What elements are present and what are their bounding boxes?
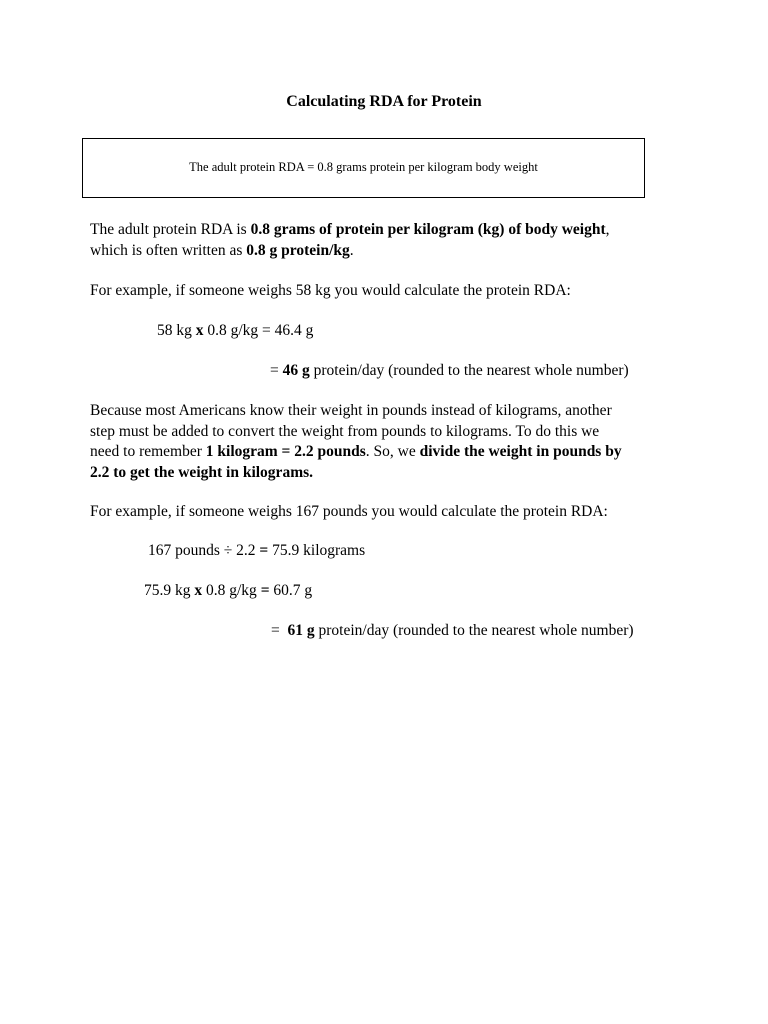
- example-2-result: [271, 621, 634, 642]
- pounds-line-3-a: need to remember: [90, 443, 206, 460]
- example-2-res-eq: =: [271, 622, 288, 639]
- example-2-step-2-eq: =: [260, 582, 270, 599]
- pounds-line-3-b: 1 kilogram = 2.2 pounds: [205, 443, 366, 460]
- rda-definition-text: The adult protein RDA = 0.8 grams protein per kilogram body weight: [189, 160, 538, 174]
- rda-intro-text-4: .: [349, 241, 354, 259]
- rda-intro-paragraph: [90, 220, 690, 261]
- rda-intro-line-2: [90, 241, 690, 262]
- page-title: Calculating RDA for Protein: [286, 93, 482, 110]
- rda-intro-bold-2: 0.8 g protein/kg: [246, 241, 350, 259]
- example-2-step-1-a: 167 pounds ÷ 2.2: [148, 542, 260, 559]
- pounds-line-2: step must be added to convert the weight from pounds to kilograms. To do this we: [90, 422, 600, 440]
- example-1-result: [270, 361, 629, 382]
- pounds-line-3: [90, 442, 690, 463]
- example-2-step-1-eq: =: [259, 542, 269, 559]
- example-2-step-2-a: 75.9 kg: [144, 582, 195, 599]
- pounds-line-3-d: divide the weight in pounds by: [419, 443, 622, 460]
- example-2-step-1-b: 75.9 kilograms: [268, 542, 366, 559]
- pounds-line-4-bold: 2.2 to get the weight in kilograms.: [90, 463, 314, 481]
- example-2-intro: For example, if someone weighs 167 pounds you would calculate the protein RDA:: [90, 503, 608, 520]
- example-2-step-2-op: x: [194, 582, 203, 599]
- example-1-res-val: 46 g: [282, 362, 310, 379]
- rda-intro-text-3: which is often written as: [90, 241, 247, 259]
- pounds-line-4: [90, 463, 690, 484]
- rda-intro-line-1: [90, 220, 690, 241]
- example-1-calc-a: 58 kg: [157, 322, 196, 339]
- example-2-step-1: [148, 541, 365, 562]
- example-1-calculation: [157, 321, 313, 342]
- example-1-calc-b: 0.8 g/kg = 46.4 g: [203, 322, 314, 339]
- example-2-res-rest: protein/day (rounded to the nearest whole number): [314, 622, 634, 639]
- example-1-intro: For example, if someone weighs 58 kg you would calculate the protein RDA:: [90, 282, 571, 299]
- example-2-res-val: 61 g: [287, 622, 315, 639]
- example-2-step-2-b: 0.8 g/kg: [202, 582, 261, 599]
- example-1-calc-op: x: [195, 322, 204, 339]
- rda-intro-text-1: The adult protein RDA is: [90, 221, 251, 238]
- example-1-res-rest: protein/day (rounded to the nearest whole number): [309, 362, 629, 379]
- example-1-res-eq: =: [270, 362, 283, 379]
- pounds-line-3-c: . So, we: [365, 443, 420, 460]
- pounds-line-1: Because most Americans know their weight in pounds instead of kilograms, another: [90, 402, 612, 419]
- rda-intro-bold-1: 0.8 grams of protein per kilogram (kg) of body weight: [250, 221, 606, 238]
- rda-definition-box: [82, 138, 645, 198]
- rda-intro-text-2: ,: [605, 221, 610, 238]
- example-2-step-2-c: 60.7 g: [269, 582, 313, 599]
- example-2-step-2: [144, 581, 312, 602]
- pounds-conversion-paragraph: [90, 401, 690, 483]
